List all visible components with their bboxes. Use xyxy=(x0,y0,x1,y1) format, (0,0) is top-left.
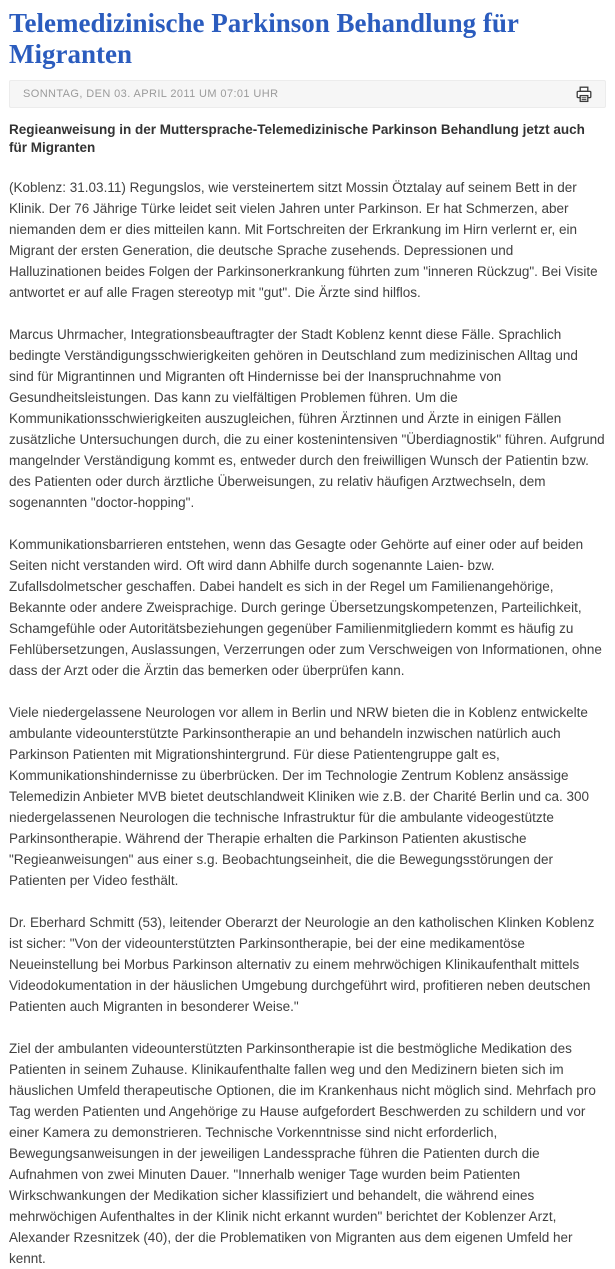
paragraph-2: Marcus Uhrmacher, Integrationsbeauftragter der Stadt Koblenz kennt diese Fälle. Sprachlich bedingte Verständigungsschwierigkeiten gehören in Deutschland zum medizinischen Alltag und sind für Migrantinnen und Migranten oft Hindernisse bei der Inanspruchnahme von Gesundheitsleistungen. Das kann zu vielfältigen Problemen führen. Um die Kommunikationsschwierigkeiten auszugleichen, führen Ärztinnen und Ärzte in einigen Fällen zusätzliche Untersuchungen durch, die zu einer kostenintensiven "Überdiagnostik" führen. Aufgrund mangelnder Verständigung kommt es, entweder durch den freiwilligen Wunsch der Patientin bzw. des Patienten oder durch ärztliche Überweisungen, zu relativ häufigen Arztwechseln, dem sogenannten "doctor-hopping". xyxy=(9,327,605,511)
paragraph-3: Kommunikationsbarrieren entstehen, wenn das Gesagte oder Gehörte auf einer oder auf beiden Seiten nicht verstanden wird. Oft wird dann Abhilfe durch sogenannte Laien- bzw. Zufallsdolmetscher geschaffen. Dabei handelt es sich in der Regel um Familienangehörige, Bekannte oder andere Zweisprachige. Durch geringe Übersetzungskompetenzen, Parteilichkeit, Schamgefühle oder Autoritätsbeziehungen gegenüber Familienmitgliedern kommt es häufig zu Fehlübersetzungen, Auslassungen, Verzerrungen oder zum Verschweigen von Informationen, ohne dass der Arzt oder die Ärztin das bemerken oder überprüfen kann. xyxy=(9,537,602,679)
paragraph-6: Ziel der ambulanten videounterstützten Parkinsontherapie ist die bestmögliche Medikation des Patienten in seinem Zuhause. Klinikaufenthalte fallen weg und den Medizinern bieten sich im häuslichen Umfeld therapeutische Optionen, die im Krankenhaus nicht möglich sind. Mehrfach pro Tag werden Patienten und Angehörige zu Hause aufgefordert Beschwerden zu schildern und vor einer Kamera zu demonstrieren. Technische Vorkenntnisse sind nicht erforderlich, Bewegungsanweisungen in der jeweiligen Landessprache führen die Patienten durch die Aufnahmen von zwei Minuten Dauer. "Innerhalb weniger Tage wurden beim Patienten Wirkschwankungen der Medikation sicher klassifiziert und behandelt, die während eines mehrwöchigen Aufenthaltes in der Klinik nicht erkannt wurden" berichtet der Koblenzer Arzt, Alexander Rzesnitzek (40), der die Problematiken von Migranten aus dem eigenen Umfeld her kennt. xyxy=(9,1041,596,1267)
publish-date: SONNTAG, DEN 03. APRIL 2011 UM 07:01 UHR xyxy=(23,88,279,101)
print-button[interactable] xyxy=(576,86,592,103)
paragraph-4: Viele niedergelassene Neurologen vor allem in Berlin und NRW bieten die in Koblenz entwickelte ambulante videounterstützte Parkinsontherapie an und behandeln inzwischen natürlich auch Parkinson Patienten mit Migrationshintergrund. Für diese Patientengruppe galt es, Kommunikationshindernisse zu überbrücken. Der im Technologie Zentrum Koblenz ansässige Telemedizin Anbieter MVB bietet deutschlandweit Kliniken wie z.B. der Charité Berlin und ca. 300 niedergelassenen Neurologen die technische Infrastruktur für die ambulante videogestützte Parkinsontherapie. Während der Therapie erhalten die Parkinson Patienten akustische "Regieanweisungen" aus einer s.g. Beobachtungseinheit, die die Bewegungsstörungen der Patienten per Video festhält. xyxy=(9,705,590,889)
paragraph-1: (Koblenz: 31.03.11) Regungslos, wie versteinertem sitzt Mossin Ötztalay auf seinem Bett in der Klinik. Der 76 Jährige Türke leidet seit vielen Jahren unter Parkinson. Er hat Schmerzen, aber niemanden dem er dies mitteilen kann. Mit Fortschreiten der Erkrankung im Hirn verlernt er, ein Migrant der ersten Generation, die deutsche Sprache zusehends. Depressionen und Halluzinationen beides Folgen der Parkinsonerkrankung führten zum "inneren Rückzug". Bei Visite antwortet er auf alle Fragen stereotyp mit "gut". Die Ärzte sind hilflos. xyxy=(9,180,598,301)
printer-icon xyxy=(576,86,592,103)
article-subtitle: Regieanweisung in der Muttersprache-Telemedizinische Parkinson Behandlung jetzt auch für Migranten xyxy=(9,122,585,155)
page-title: Telemedizinische Parkinson Behandlung für Migranten xyxy=(9,8,519,70)
article-body xyxy=(9,177,606,1269)
paragraph-5: Dr. Eberhard Schmitt (53), leitender Oberarzt der Neurologie an den katholischen Klinken Koblenz ist sicher: "Von der videounterstützten Parkinsontherapie, bei der eine medikamentöse Neueinstellung bei Morbus Parkinson alternativ zu einem mehrwöchigen Klinikaufenthalt mittels Videodokumentation in der häuslichen Umgebung durchgeführt wird, profitieren neben deutschen Patienten auch Migranten in besonderer Weise." xyxy=(9,915,595,1015)
date-bar xyxy=(9,80,606,108)
